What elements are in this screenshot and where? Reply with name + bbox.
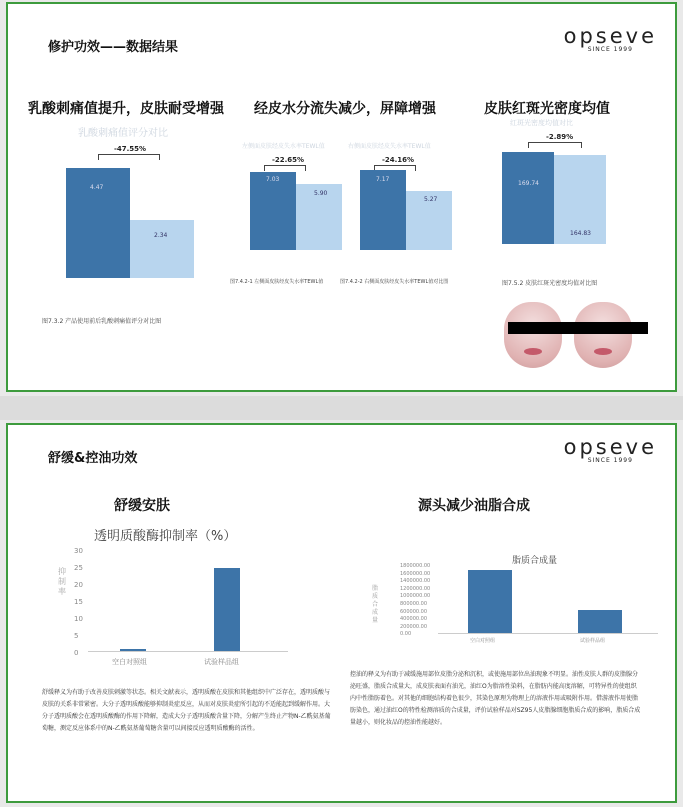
brand-name: opseve [563,24,657,48]
change-percent: -24.16% [382,156,415,164]
bar-value: 5.27 [424,196,438,203]
bar-value: 2.34 [154,232,168,239]
chart-faint-title: 左侧面皮肤经皮失水率TEWL值 [242,143,325,150]
bar-value: 169.74 [518,180,539,187]
section-heading: 源头减少油脂合成 [418,498,530,514]
chart-caption: 图7.3.2 产品使用前后乳酸刺痛值评分对比图 [42,318,162,325]
x-tick-label: 空白对照组 [470,638,496,644]
y-tick-label: 1600000.00 [400,570,431,577]
y-tick-label: 15 [74,598,83,606]
y-tick-label: 800000.00 [400,601,428,607]
brand-since: SINCE 1999 [587,46,633,53]
y-tick-label: 0.00 [400,631,412,638]
brand-name: opseve [563,435,657,459]
brand-since: SINCE 1999 [587,457,633,464]
x-tick-label: 试验样品组 [204,658,239,666]
bar-test-sample [214,568,240,651]
bar-blank-control [468,570,512,633]
brand-logo [564,24,657,53]
y-tick-label: 1400000.00 [400,578,431,585]
chart-title: 透明质酸酶抑制率（%） [94,529,237,544]
y-tick-label: 200000.00 [400,623,428,630]
x-axis [88,651,288,652]
y-tick-label: 30 [74,547,83,555]
bar-value: 5.90 [314,190,328,197]
x-tick-label: 空白对照组 [112,658,147,666]
face-image-after [574,302,632,368]
change-percent: -22.65% [272,156,305,164]
bar-after [130,220,194,278]
slide-title: 修护功效——数据结果 [48,40,179,55]
y-tick-label: 25 [74,564,83,572]
change-bracket [264,165,306,171]
y-tick-label: 400000.00 [400,616,428,623]
section-heading: 经皮水分流失减少，屏障增强 [254,101,436,117]
slide-gap [0,396,683,420]
face-image-before [504,302,562,368]
body-text: 舒缓释义为有助于改善皮肤刺激等状态。相关文献表示，透明质酸在皮肤和其他组织中广泛存在，透明质酸与皮肤的关系非常紧密。大分子透明质酸能够抑制炎症反应，从而对皮肤炎症所引起的不适能起到缓解作用。大分子透明质酸会在透明质酸酶的作用下降解，造成大分子透明质酸含量下降，分解产生终止产物N-乙酰氨基葡萄糖，测定反应体系中的N-乙酰氨基葡萄糖含量可以间接反应透明质酸酶的活性。 [42,689,331,732]
y-tick-label: 10 [74,615,83,623]
chart-caption: 图7.5.2 皮肤红斑光密度均值对比图 [502,280,598,287]
change-bracket [528,142,582,148]
slide-soothing [6,423,677,803]
y-axis-label: 脂质合成量 [372,585,379,624]
x-tick-label: 试验样品组 [580,638,606,644]
y-tick-label: 1200000.00 [400,585,431,592]
chart-caption: 图7.4.2-2 右侧面皮肤经皮失水率TEWL值对比图 [340,279,449,285]
section-heading: 皮肤红斑光密度均值 [484,101,610,117]
section-heading: 舒缓安肤 [114,498,170,514]
y-tick-label: 1800000.00 [400,563,431,569]
change-percent: -2.89% [546,133,574,141]
bar-before [502,152,554,244]
bar-value: 7.17 [376,176,390,183]
chart-faint-title: 红斑光密度均值对比 [510,119,573,127]
bar-blank-control [120,649,146,651]
change-percent: -47.55% [114,145,147,153]
y-tick-label: 1000000.00 [400,593,431,600]
body-text: 控油的释义为有助于减缓施用部位皮脂分泌和沉积，或使施用部位出油现象不明显。油性皮肤人群的皮脂腺分泌旺盛，脂质合成量大，成皮肤表面有油光，油红O为脂溶性染料，在脂肪内能高度溶解，可特异性的使组织内中性脂肪着色。对其他的细胞结构着色很少，其染色原理为物理上的溶液作用或吸附作用。借游液作用使脂肪染色，通过油红O的特性检测溶质的合成量，评价试验样品对SZ95人皮脂腺细胞脂质合成的影响，脂质合成量越小，则化妆品的控油性能越好。 [350,671,641,726]
y-axis-label: 抑制率 [58,567,66,596]
brand-logo [564,435,657,464]
x-axis [438,633,658,634]
bar-test-sample [578,610,622,633]
chart-faint-title: 右侧面皮肤经皮失水率TEWL值 [348,143,431,150]
slide-title: 舒缓&控油功效 [48,451,138,466]
y-tick-label: 20 [74,581,83,589]
y-tick-label: 0 [74,649,79,657]
y-tick-label: 5 [74,632,79,640]
section-heading: 乳酸刺痛值提升，皮肤耐受增强 [28,101,224,117]
chart-title: 脂质合成量 [512,556,558,566]
bar-value: 4.47 [90,184,104,191]
eye-censor-bar [508,322,648,334]
y-tick-label: 600000.00 [400,608,428,615]
chart-faint-title: 乳酸刺痛值评分对比 [78,128,168,139]
change-bracket [98,154,160,160]
bar-value: 7.03 [266,176,280,183]
chart-caption: 图7.4.2-1 左侧面皮肤经皮失水率TEWL值 [230,279,324,285]
bar-value: 164.83 [570,230,591,237]
slide-repair [6,2,677,392]
bar-before [250,172,296,250]
